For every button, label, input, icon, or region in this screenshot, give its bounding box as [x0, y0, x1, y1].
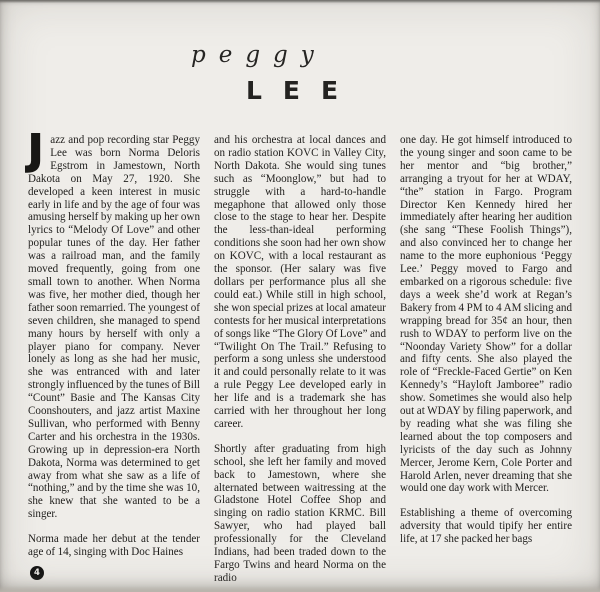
text-column-2: [214, 134, 386, 585]
paragraph: Norma made her debut at the tender age of 14, singing with Doc Haines: [28, 533, 200, 559]
text-column-1: [28, 126, 200, 585]
paragraph-text: azz and pop recording star Peggy Lee was born Norma Deloris Egstrom in Jamestown, North Dakota on May 27, 1920. She developed a keen interest in music early in life and by the age of four was amusing herself by making up her own lyrics to “Melody Of Love” and other popular tunes of the day. Her father was a railroad man, and the family moved frequently, going from one small town to another. When Norma was five, her mother died, though her father soon remarried. The youngest of seven children, she managed to spend many hours by herself with only a player piano for company. Never lonely as long as she had her music, she was entranced with and later strongly influenced by the tunes of Bill “Count” Basie and The Kansas City Coonshouters, and jazz artist Maxine Sullivan, who performed with Benny Carter and his orchestra in the 1930s. Growing up in depression-era North Dakota, Norma was determined to get away from what she saw as a life of “nothing,” and by the time she was 10, she knew that she wanted to be a singer.: [28, 134, 200, 521]
paragraph: Shortly after graduating from high school, she left her family and moved back to Jamestown, where she alternated between waitressing at the Gladstone Hotel Coffee Shop and singing on radio station KRMC. Bill Sawyer, who had played ball professionally for the Cleveland Indians, had been traded down to the Fargo Twins and heard Norma on the radio: [214, 442, 386, 584]
dropcap-letter: J: [28, 126, 44, 174]
page-number-badge: [30, 566, 44, 580]
page-edge-bottom: [0, 586, 600, 592]
paragraph: and his orchestra at local dances and on radio station KOVC in Valley City, North Dakota. She would sing tunes such as “Moonglow,” but had to struggle with a hard-to-handle megaphone that allowed only those close to the stage to hear her. Despite the less-than-ideal performing conditions she soon had her own show on KOVC, with a local restaurant as the sponsor. (Her salary was five dollars per performance plus all she could eat.) While still in high school, she won special prizes at local amateur contests for her musical interpretations of songs like “The Glory Of Love” and “Twilight On The Trail.” Refusing to perform a song unless she understood it and could personally relate to it was a rule Peggy Lee developed early in her life and is a trademark she has carried with her throughout her long career.: [214, 134, 386, 430]
paragraph: Establishing a theme of overcoming adversity that would tipify her entire life, at 17 she packed her bags: [400, 507, 572, 546]
paragraph: one day. He got himself introduced to the young singer and soon came to be her mentor and “big brother,” arranging a tryout for her at WDAY, “the” station in Fargo. Program Director Ken Kennedy hired her immediately after hearing her audition (she sang “These Foolish Things”), and also convinced her to change her name to the more euphonious ‘Peggy Lee.’ Peggy moved to Fargo and embarked on a rigorous schedule: five days a week she’d work at Regan’s Bakery from 4 PM to 4 AM slicing and wrapping bread for 35¢ an hour, then rush to WDAY to perform live on the “Noonday Variety Show” for a dollar and fifty cents. She also played the role of “Freckle-Faced Gertie” on Ken Kennedy’s “Hayloft Jamboree” radio show. Sometimes she would also help out at WDAY by filing paperwork, and by reading what she was filing she learned about the top composers and lyricists of the day such as Johnny Mercer, Jerome Kern, Cole Porter and Harold Arlen, never dreaming that she would one day work with Mercer.: [400, 134, 573, 495]
page-edge-top: [0, 0, 600, 3]
article-columns: [28, 126, 573, 585]
artist-last-name-title: LEE: [246, 76, 360, 105]
text-column-3: [400, 134, 572, 585]
artist-first-name-title: peggy: [191, 42, 327, 68]
paragraph: [28, 126, 200, 521]
page-number: 4: [34, 567, 40, 578]
